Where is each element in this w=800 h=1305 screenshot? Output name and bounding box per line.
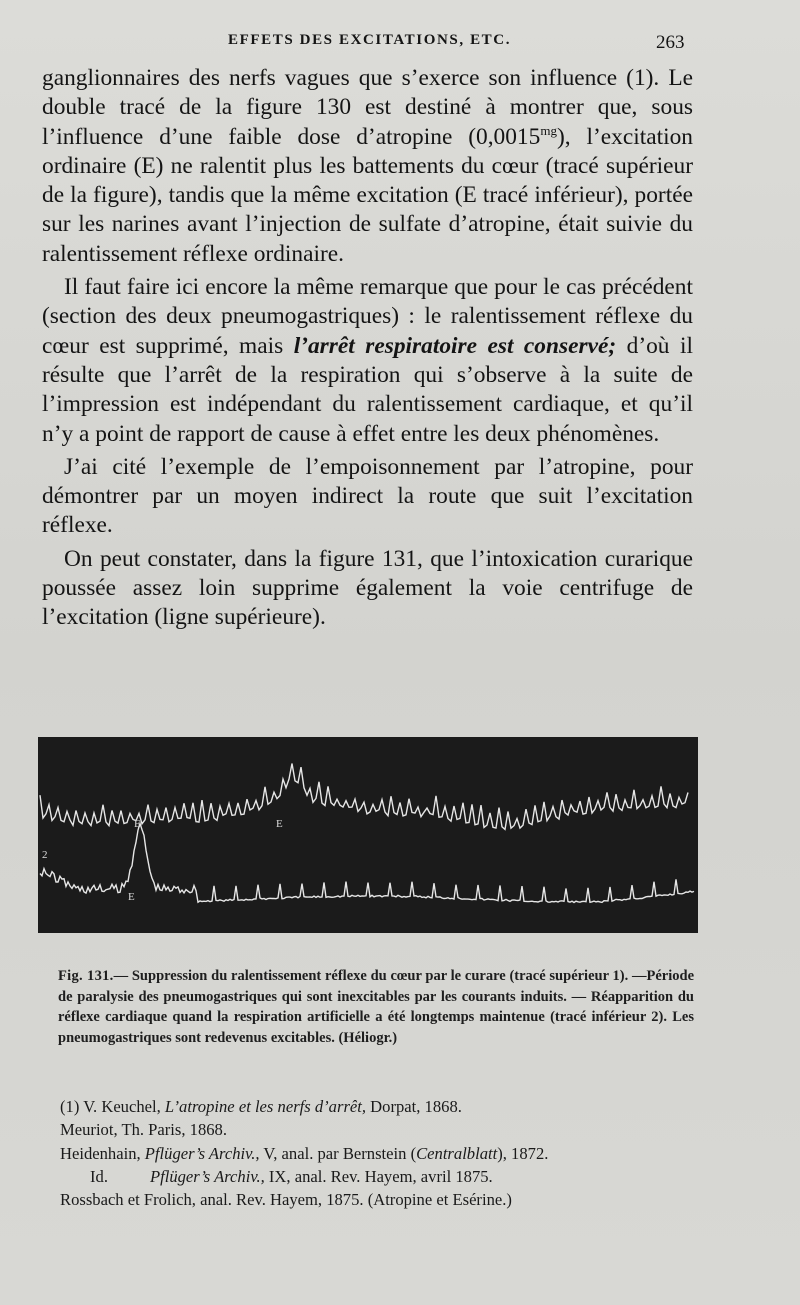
paragraph-4: On peut constater, dans la figure 131, que l’intoxication curarique poussée assez loin supprime également la voie centrifuge de l’excitation (ligne supérieure).: [42, 545, 693, 631]
paragraph-2-emphasis: l’arrêt respiratoire est conservé;: [293, 332, 617, 359]
paragraph-2-text-a: Il faut faire ici encore la même remarque que pour le cas précédent (section des deux pneumogastriques) : le ralentissement réflexe du cœur est supprimé, mais: [42, 274, 693, 359]
caption-text: — Suppression du ralentissement réflexe du cœur par le curare (tracé supérieur 1). —Période de paralysie des pneumogastriques qui sont inexcitables par les courants induits. — Réapparition du réflexe cardiaque quand la respiration artificielle a été longtemps maintenue (tracé inférieur 2). Les pneumogastriques sont redevenus excitables. (Héliogr.): [58, 968, 694, 1046]
paragraph-2: [42, 273, 693, 449]
footnote-1: [60, 1095, 700, 1118]
paragraph-3: J’ai cité l’exemple de l’empoisonnement par l’atropine, pour démontrer par un moyen indirect la route que suit l’excitation réflexe.: [42, 453, 693, 539]
figure-caption: [58, 966, 694, 1048]
running-title: EFFETS DES EXCITATIONS, ETC.: [228, 32, 512, 48]
footnote-3-mid: V, anal. par Bernstein (: [259, 1143, 417, 1163]
trace-number-label: 2: [42, 849, 48, 861]
footnote-3-post: ), 1872.: [497, 1143, 549, 1163]
footnote-4-pre: Id.: [90, 1166, 108, 1186]
footnote-5: Rossbach et Frolich, anal. Rev. Hayem, 1875. (Atropine et Esérine.): [60, 1190, 512, 1210]
footnote-1-rest: Dorpat, 1868.: [366, 1097, 462, 1116]
footnote-3-journal-2: Centralblatt: [416, 1143, 498, 1163]
page-number: 263: [656, 32, 685, 53]
paragraph-1-text-a: ganglionnaires des nerfs vagues que s’exerce son influence (1). Le double tracé de la figure 130 est destiné à montrer que, sous l’influence d’une faible dose d’atropine (0,0015: [42, 65, 693, 150]
footnote-3-pre: Heidenhain,: [60, 1143, 145, 1163]
footnote-3: [60, 1142, 700, 1165]
footnotes: [60, 1095, 700, 1211]
footnote-3-journal: Pflüger’s Archiv.,: [144, 1143, 260, 1163]
footnote-2: Meuriot, Th. Paris, 1868.: [60, 1120, 228, 1140]
paragraph-2-text-b: d’où il résulte que l’arrêt de la respiration qui s’observe à la suite de l’impression est indépendant du ralentissement cardiaque, et qu’il n’y a point de rapport de cause à effet entre les deux phénomènes.: [42, 332, 693, 447]
footnote-4: [60, 1165, 700, 1188]
caption-figure-label: Fig. 131.: [58, 968, 114, 984]
milligram-superscript: mg: [540, 122, 557, 138]
footnote-4-journal: Pflüger’s Archiv.,: [149, 1166, 265, 1186]
body-text: [42, 64, 693, 633]
paragraph-1: [42, 64, 693, 269]
tracing-plate: [38, 737, 698, 933]
footnote-1-marker: (1) V. Keuchel,: [60, 1097, 165, 1116]
footnote-4-post: IX, anal. Rev. Hayem, avril 1875.: [264, 1166, 493, 1186]
lower-excitation-mark: E: [128, 891, 135, 903]
paragraph-1-text-b: ), l’excitation ordinaire (E) ne ralentit plus les battements du cœur (tracé supérieur de la figure), tandis que la même excitation (E tracé inférieur), portée sur les narines avant l’injection de sulfate d’atropine, était suivie du ralentissement réflexe ordinaire.: [42, 123, 693, 267]
page-header: [0, 32, 800, 56]
figure-131-tracing: [38, 737, 698, 933]
footnote-1-title: L’atropine et les nerfs d’arrêt,: [164, 1097, 367, 1116]
upper-excitation-mark: E: [134, 818, 141, 830]
upper-excitation-mark-2: E: [276, 818, 283, 830]
